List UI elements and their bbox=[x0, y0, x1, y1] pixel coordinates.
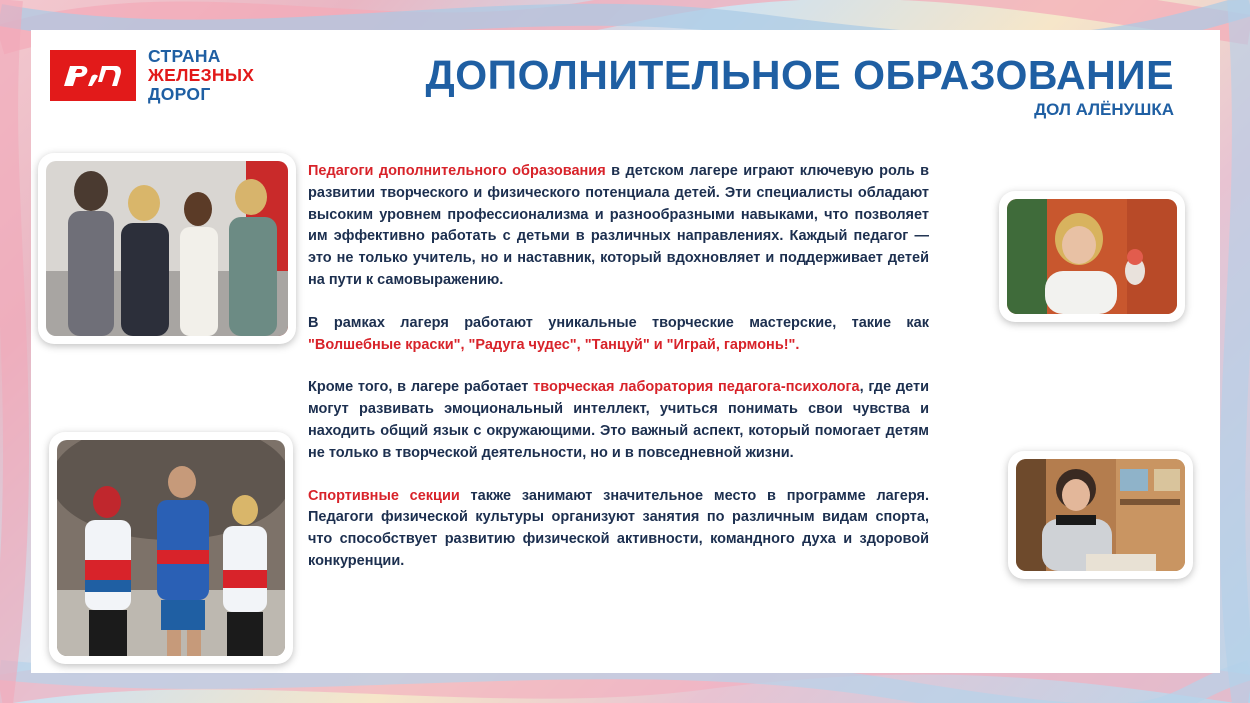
photo-teacher-psychologist bbox=[1008, 451, 1193, 579]
page-title: ДОПОЛНИТЕЛЬНОЕ ОБРАЗОВАНИЕ bbox=[425, 52, 1174, 98]
text-lab-start: Кроме того, в лагере работает bbox=[308, 379, 534, 396]
text-lab-rest: , где дети могут развивать эмоциональный интеллект, учиться понимать свои чувства и находить общий язык с окружающими. Это важный аспект, который помогает детям не только в творческой деятельности, но и в повседневной жизни. bbox=[308, 379, 929, 461]
photo-teacher-crafts bbox=[999, 191, 1185, 322]
logo-text-line1: СТРАНА bbox=[148, 46, 221, 66]
teachers-group-image-icon bbox=[46, 161, 288, 336]
teacher-psychologist-image-icon bbox=[1016, 459, 1185, 571]
highlight-teachers: Педагоги дополнительного образования bbox=[308, 163, 606, 179]
highlight-sports: Спортивные секции bbox=[308, 487, 460, 504]
sports-team-image-icon bbox=[57, 440, 285, 656]
photo-teachers-group bbox=[38, 153, 296, 344]
text-sports: также занимают значительное место в программе лагеря. Педагоги физической культуры организуют занятия по различным видам спорта, что способствует развитию физической активности, командного духа и здоровой конкуренции. bbox=[308, 487, 929, 569]
rzd-logo-icon bbox=[50, 50, 136, 101]
highlight-lab: творческая лаборатория педагога-психолога bbox=[533, 379, 860, 396]
page-subtitle: ДОЛ АЛЁНУШКА bbox=[1034, 100, 1174, 119]
highlight-workshops: "Волшебные краски", "Радуга чудес", "Танцуй" и "Играй, гармонь!". bbox=[308, 336, 800, 353]
text-workshops: В рамках лагеря работают уникальные творческие мастерские, такие как bbox=[308, 314, 929, 331]
photo-sports-team bbox=[49, 432, 293, 664]
content-card bbox=[31, 30, 1220, 673]
text-teachers: в детском лагере играют ключевую роль в развитии творческого и физического потенциала детей. Эти специалисты обладают высоким уровнем профессионализма и разнообразными навыками, что позволяет им эффективно работать с детьми в различных направлениях. Каждый педагог — это не только учитель, но и наставник, который вдохновляет и поддерживает детей на пути к самовыражению. bbox=[308, 163, 929, 288]
logo-text-line2: ЖЕЛЕЗНЫХ bbox=[148, 65, 255, 85]
brand-logo bbox=[50, 47, 290, 109]
main-text bbox=[308, 161, 929, 594]
paragraph-workshops bbox=[308, 313, 929, 357]
teacher-crafts-image-icon bbox=[1007, 199, 1177, 314]
paragraph-psychology-lab bbox=[308, 377, 929, 464]
paragraph-sports bbox=[308, 486, 929, 573]
paragraph-teachers bbox=[308, 161, 929, 292]
logo-text-line3: ДОРОГ bbox=[148, 84, 211, 104]
